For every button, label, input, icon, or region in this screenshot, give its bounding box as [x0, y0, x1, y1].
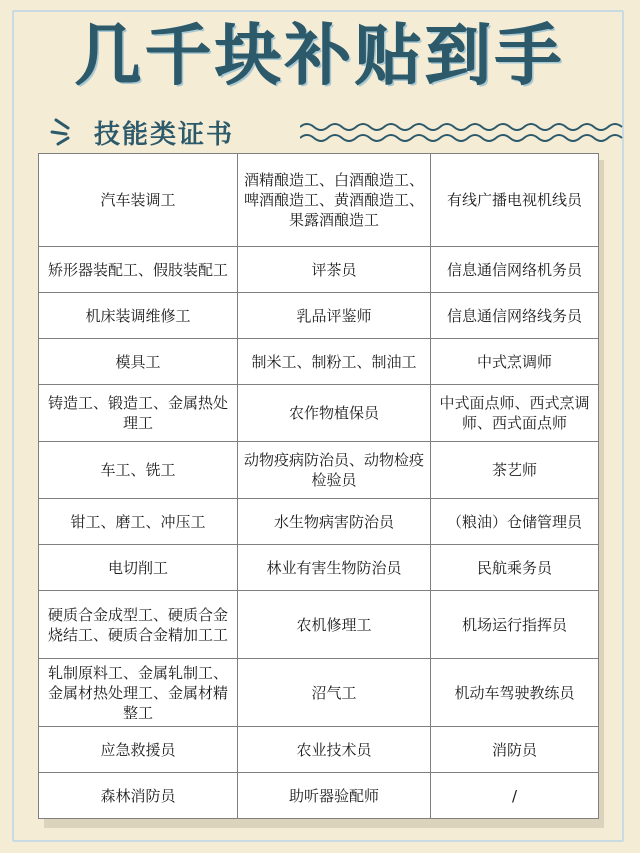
table-row	[39, 154, 599, 247]
table-cell: /	[431, 773, 599, 819]
table-cell: 机床装调维修工	[39, 293, 238, 339]
table-cell: 动物疫病防治员、动物检疫检验员	[238, 442, 431, 499]
table-cell: 乳品评鉴师	[238, 293, 431, 339]
wave-decoration-icon	[300, 118, 630, 148]
table-cell: 农机修理工	[238, 591, 431, 659]
table-cell: 铸造工、锻造工、金属热处理工	[39, 385, 238, 442]
table-cell: 农业技术员	[238, 727, 431, 773]
table-row	[39, 293, 599, 339]
table-cell: 车工、铣工	[39, 442, 238, 499]
table-cell: （粮油）仓储管理员	[431, 499, 599, 545]
table-row	[39, 591, 599, 659]
table-cell: 机场运行指挥员	[431, 591, 599, 659]
table-cell: 酒精酿造工、白酒酿造工、啤酒酿造工、黄酒酿造工、果露酒酿造工	[238, 154, 431, 247]
table-cell: 制米工、制粉工、制油工	[238, 339, 431, 385]
table-row	[39, 659, 599, 727]
table-cell: 茶艺师	[431, 442, 599, 499]
table-cell: 助听器验配师	[238, 773, 431, 819]
page-title: 几千块补贴到手	[75, 17, 565, 94]
table-row	[39, 727, 599, 773]
table-row	[39, 499, 599, 545]
table-cell: 沼气工	[238, 659, 431, 727]
certificate-table	[38, 153, 599, 819]
table-row	[39, 545, 599, 591]
table-cell: 钳工、磨工、冲压工	[39, 499, 238, 545]
table-row	[39, 442, 599, 499]
table-cell: 信息通信网络线务员	[431, 293, 599, 339]
table-cell: 中式烹调师	[431, 339, 599, 385]
table-cell: 矫形器装配工、假肢装配工	[39, 247, 238, 293]
table-cell: 评茶员	[238, 247, 431, 293]
table-cell: 林业有害生物防治员	[238, 545, 431, 591]
subtitle: 技能类证书	[94, 119, 235, 150]
table-row	[39, 773, 599, 819]
table-cell: 机动车驾驶教练员	[431, 659, 599, 727]
table-row	[39, 247, 599, 293]
table-cell: 中式面点师、西式烹调师、西式面点师	[431, 385, 599, 442]
table-cell: 水生物病害防治员	[238, 499, 431, 545]
table-row	[39, 385, 599, 442]
table-cell: 汽车装调工	[39, 154, 238, 247]
table-cell: 模具工	[39, 339, 238, 385]
table-cell: 有线广播电视机线员	[431, 154, 599, 247]
table-cell: 信息通信网络机务员	[431, 247, 599, 293]
table-cell: 森林消防员	[39, 773, 238, 819]
table-cell: 民航乘务员	[431, 545, 599, 591]
table-cell: 硬质合金成型工、硬质合金烧结工、硬质合金精加工工	[39, 591, 238, 659]
table-cell: 农作物植保员	[238, 385, 431, 442]
table-cell: 应急救援员	[39, 727, 238, 773]
subtitle-row	[48, 110, 234, 154]
spark-icon	[48, 112, 88, 152]
table-cell: 消防员	[431, 727, 599, 773]
table-cell: 轧制原料工、金属轧制工、金属材热处理工、金属材精整工	[39, 659, 238, 727]
table-cell: 电切削工	[39, 545, 238, 591]
table-row	[39, 339, 599, 385]
